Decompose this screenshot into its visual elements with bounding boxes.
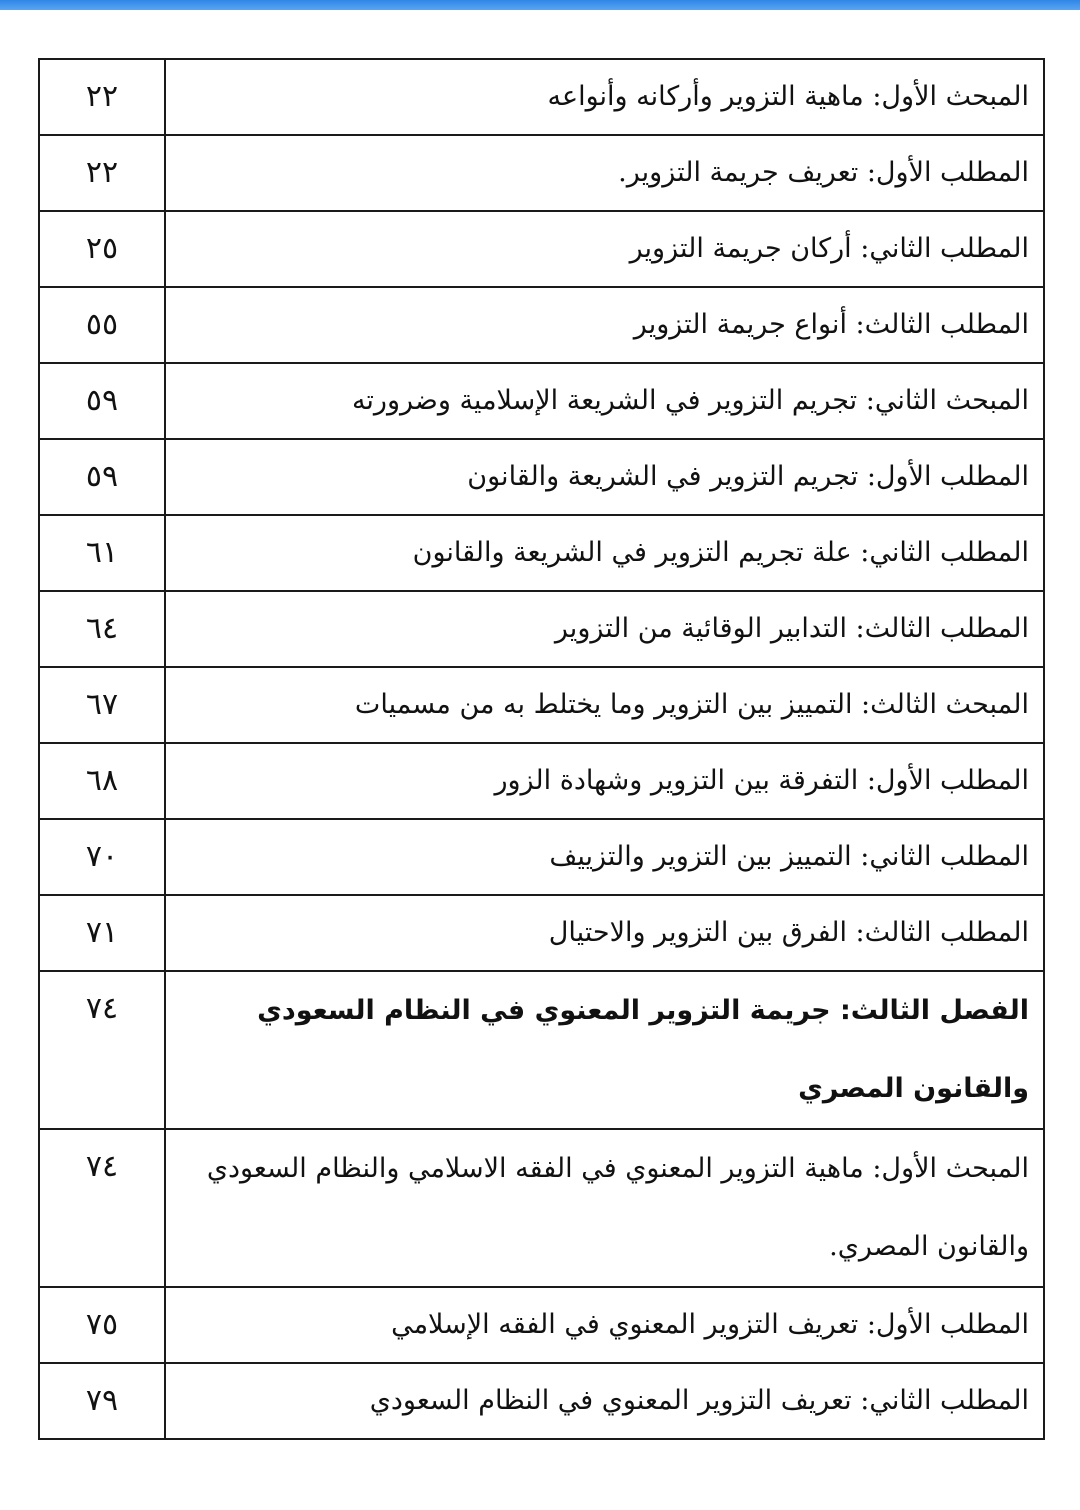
table-row	[39, 895, 1044, 971]
page-number: ٧٤	[39, 971, 165, 1129]
table-row	[39, 591, 1044, 667]
table-row	[39, 363, 1044, 439]
toc-entry-title: المطلب الأول: تعريف جريمة التزوير.	[165, 135, 1044, 211]
toc-entry-title: المطلب الثاني: التمييز بين التزوير والتزييف	[165, 819, 1044, 895]
page-number: ٦٤	[39, 591, 165, 667]
page-number: ٦٨	[39, 743, 165, 819]
page-number: ٢٥	[39, 211, 165, 287]
toc-entry-title: المبحث الثالث: التمييز بين التزوير وما يختلط به من مسميات	[165, 667, 1044, 743]
table-row	[39, 287, 1044, 363]
page-number: ٢٢	[39, 135, 165, 211]
table-row	[39, 1363, 1044, 1439]
table-row	[39, 211, 1044, 287]
table-row	[39, 439, 1044, 515]
table-row	[39, 819, 1044, 895]
page-number: ٥٩	[39, 363, 165, 439]
page-number: ٥٩	[39, 439, 165, 515]
table-row	[39, 667, 1044, 743]
page-number: ٧٩	[39, 1363, 165, 1439]
table-row	[39, 971, 1044, 1129]
page-number: ٧١	[39, 895, 165, 971]
page-number: ٥٥	[39, 287, 165, 363]
table-row	[39, 1129, 1044, 1287]
toc-entry-title: المبحث الأول: ماهية التزوير وأركانه وأنواعه	[165, 59, 1044, 135]
table-row	[39, 743, 1044, 819]
page-number: ٧٥	[39, 1287, 165, 1363]
toc-chapter-title: الفصل الثالث: جريمة التزوير المعنوي في النظام السعودي والقانون المصري	[165, 971, 1044, 1129]
table-row	[39, 515, 1044, 591]
table-row	[39, 59, 1044, 135]
page-number: ٧٠	[39, 819, 165, 895]
toc-entry-title: المطلب الأول: تجريم التزوير في الشريعة والقانون	[165, 439, 1044, 515]
toc-entry-title: المطلب الثالث: أنواع جريمة التزوير	[165, 287, 1044, 363]
table-of-contents	[38, 58, 1045, 1440]
top-accent-bar	[0, 0, 1080, 10]
page-number: ٦٧	[39, 667, 165, 743]
toc-entry-title: المطلب الأول: تعريف التزوير المعنوي في الفقه الإسلامي	[165, 1287, 1044, 1363]
page-number: ٦١	[39, 515, 165, 591]
toc-entry-title: المطلب الأول: التفرقة بين التزوير وشهادة الزور	[165, 743, 1044, 819]
toc-entry-title: المطلب الثاني: تعريف التزوير المعنوي في النظام السعودي	[165, 1363, 1044, 1439]
page-number: ٢٢	[39, 59, 165, 135]
toc-entry-title: المبحث الثاني: تجريم التزوير في الشريعة الإسلامية وضرورته	[165, 363, 1044, 439]
toc-entry-title: المبحث الأول: ماهية التزوير المعنوي في الفقه الاسلامي والنظام السعودي والقانون المصري.	[165, 1129, 1044, 1287]
toc-entry-title: المطلب الثاني: علة تجريم التزوير في الشريعة والقانون	[165, 515, 1044, 591]
table-row	[39, 1287, 1044, 1363]
page-number: ٧٤	[39, 1129, 165, 1287]
table-row	[39, 135, 1044, 211]
toc-entry-title: المطلب الثالث: التدابير الوقائية من التزوير	[165, 591, 1044, 667]
toc-entry-title: المطلب الثاني: أركان جريمة التزوير	[165, 211, 1044, 287]
toc-entry-title: المطلب الثالث: الفرق بين التزوير والاحتيال	[165, 895, 1044, 971]
